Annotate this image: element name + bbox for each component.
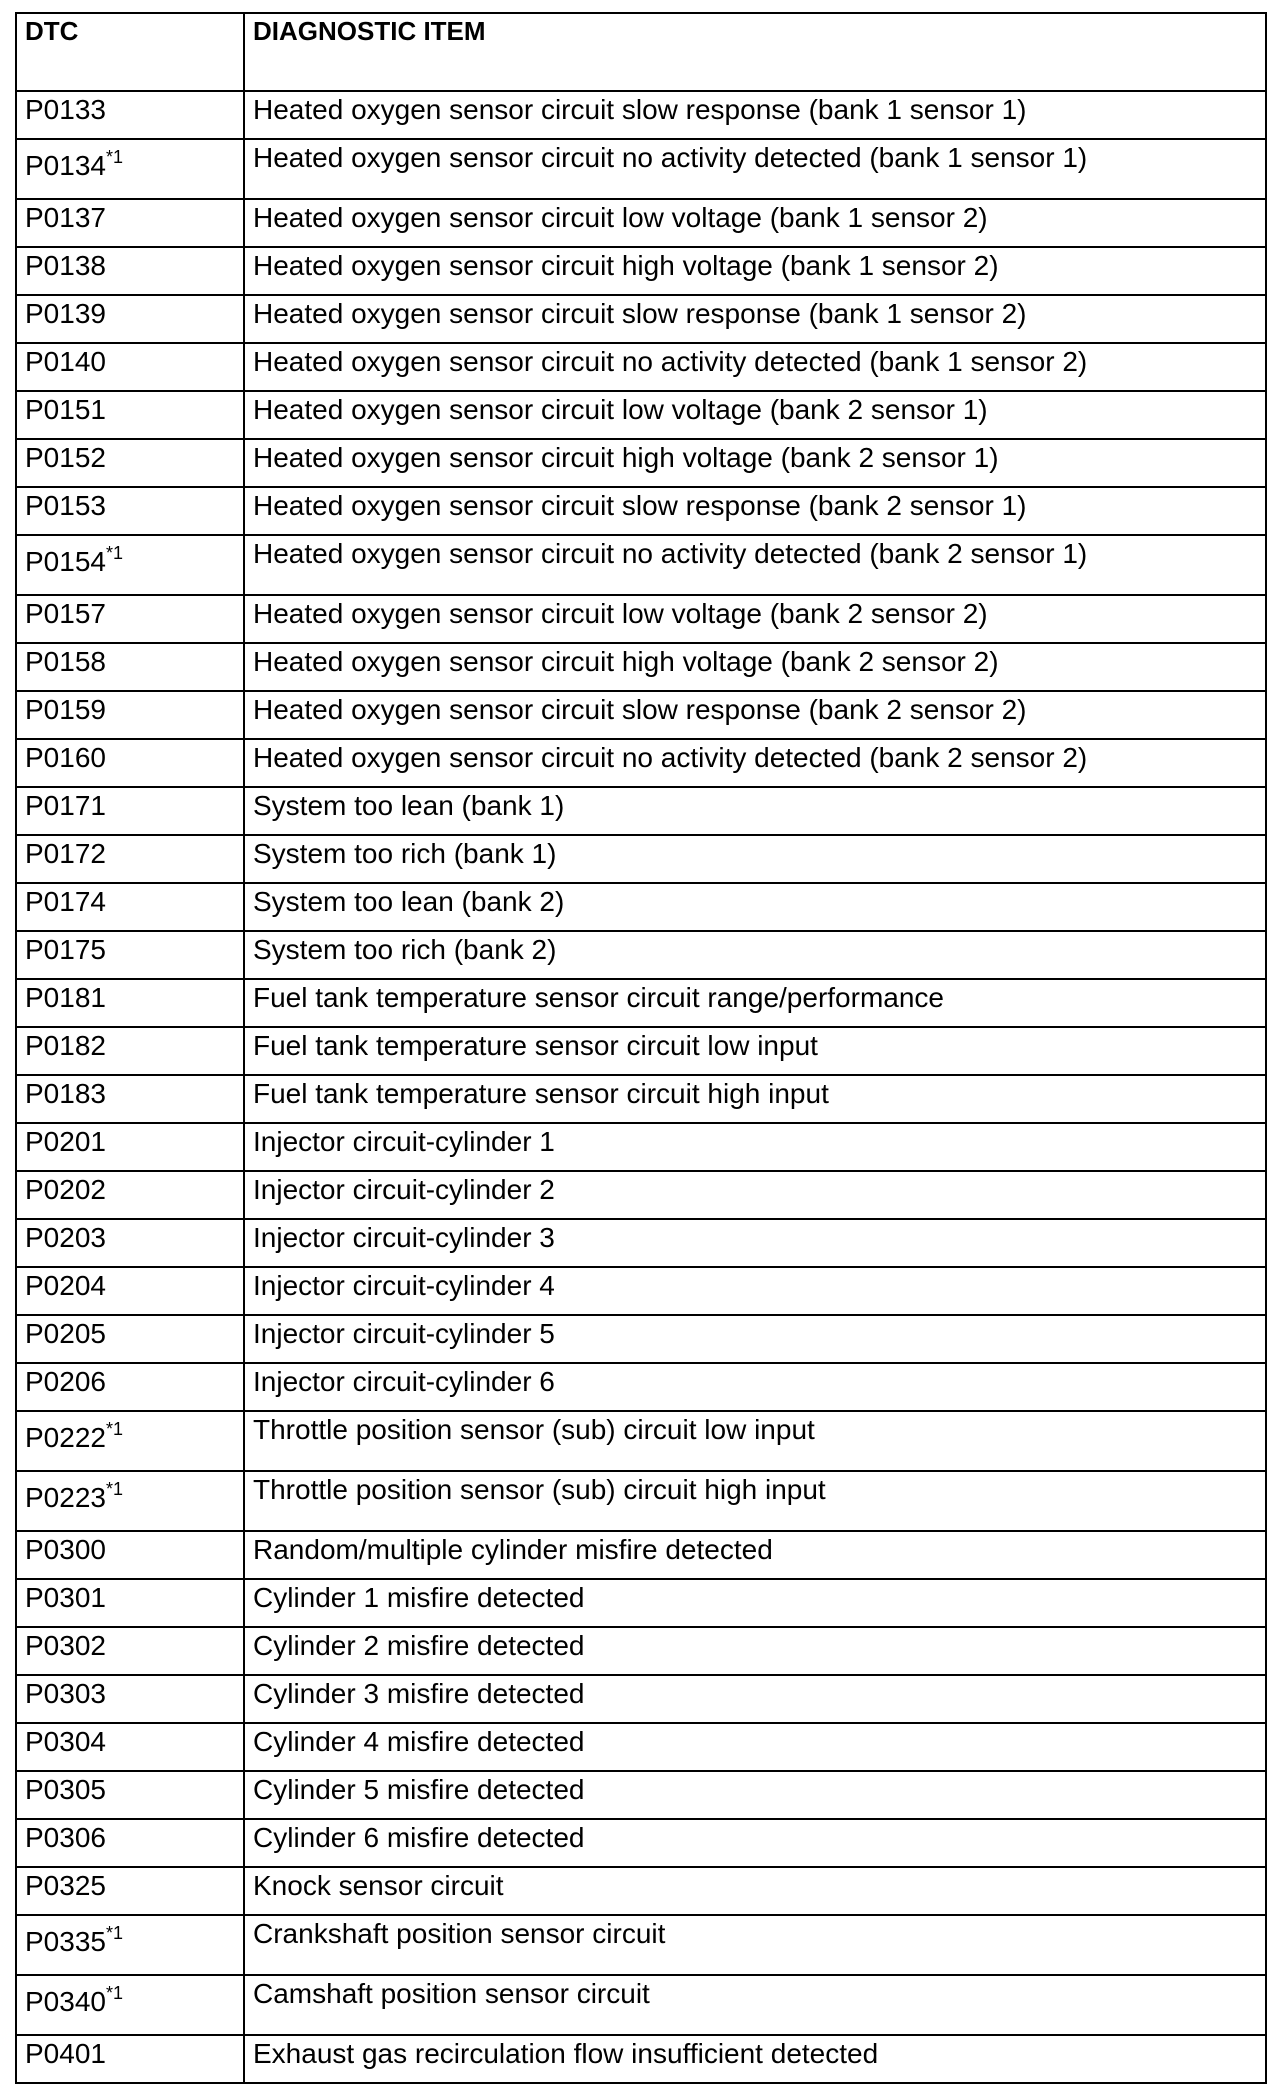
dtc-code: P0133 bbox=[25, 94, 106, 125]
dtc-code: P0325 bbox=[25, 1870, 106, 1901]
dtc-code-cell bbox=[16, 487, 244, 535]
footnote-marker: *1 bbox=[105, 1983, 123, 2003]
dtc-code-cell bbox=[16, 2035, 244, 2083]
diagnostic-item-cell: Injector circuit-cylinder 4 bbox=[244, 1267, 1266, 1315]
table-row bbox=[16, 343, 1266, 391]
diagnostic-item-cell: Heated oxygen sensor circuit no activity detected (bank 2 sensor 2) bbox=[244, 739, 1266, 787]
dtc-code-cell bbox=[16, 1363, 244, 1411]
dtc-code: P0203 bbox=[25, 1222, 106, 1253]
dtc-code-cell bbox=[16, 1267, 244, 1315]
dtc-code: P0304 bbox=[25, 1726, 106, 1757]
dtc-code: P0401 bbox=[25, 2038, 106, 2069]
diagnostic-item-cell: Heated oxygen sensor circuit slow response (bank 1 sensor 1) bbox=[244, 91, 1266, 139]
table-row bbox=[16, 1411, 1266, 1471]
diagnostic-item-cell: Heated oxygen sensor circuit slow response (bank 2 sensor 1) bbox=[244, 487, 1266, 535]
dtc-code-cell bbox=[16, 1579, 244, 1627]
table-row bbox=[16, 247, 1266, 295]
diagnostic-item-cell: Cylinder 6 misfire detected bbox=[244, 1819, 1266, 1867]
table-row bbox=[16, 1123, 1266, 1171]
table-row bbox=[16, 1675, 1266, 1723]
dtc-code-cell bbox=[16, 1219, 244, 1267]
table-row bbox=[16, 931, 1266, 979]
diagnostic-item-cell: System too rich (bank 1) bbox=[244, 835, 1266, 883]
table-row bbox=[16, 1975, 1266, 2035]
diagnostic-item-cell: Heated oxygen sensor circuit high voltage (bank 1 sensor 2) bbox=[244, 247, 1266, 295]
dtc-code-cell bbox=[16, 1627, 244, 1675]
dtc-code-cell bbox=[16, 787, 244, 835]
dtc-code: P0151 bbox=[25, 394, 106, 425]
dtc-code-cell bbox=[16, 1975, 244, 2035]
dtc-code: P0204 bbox=[25, 1270, 106, 1301]
dtc-code: P0202 bbox=[25, 1174, 106, 1205]
table-row bbox=[16, 1723, 1266, 1771]
dtc-code-cell bbox=[16, 439, 244, 487]
dtc-code: P0302 bbox=[25, 1630, 106, 1661]
diagnostic-item-cell: Knock sensor circuit bbox=[244, 1867, 1266, 1915]
table-row bbox=[16, 199, 1266, 247]
diagnostic-item-cell: Heated oxygen sensor circuit high voltage (bank 2 sensor 1) bbox=[244, 439, 1266, 487]
table-row bbox=[16, 91, 1266, 139]
diagnostic-item-cell: Injector circuit-cylinder 5 bbox=[244, 1315, 1266, 1363]
dtc-code: P0160 bbox=[25, 742, 106, 773]
table-row bbox=[16, 787, 1266, 835]
dtc-code-cell bbox=[16, 247, 244, 295]
dtc-code-cell bbox=[16, 1723, 244, 1771]
dtc-code: P0159 bbox=[25, 694, 106, 725]
table-row bbox=[16, 1315, 1266, 1363]
dtc-code-cell bbox=[16, 595, 244, 643]
dtc-code-cell bbox=[16, 1075, 244, 1123]
table-row bbox=[16, 1771, 1266, 1819]
table-row bbox=[16, 1471, 1266, 1531]
dtc-code: P0175 bbox=[25, 934, 106, 965]
dtc-code: P0223 bbox=[25, 1482, 106, 1513]
table-row bbox=[16, 535, 1266, 595]
diagnostic-item-cell: Injector circuit-cylinder 6 bbox=[244, 1363, 1266, 1411]
dtc-code: P0134 bbox=[25, 150, 106, 181]
diagnostic-item-cell: Heated oxygen sensor circuit low voltage (bank 2 sensor 2) bbox=[244, 595, 1266, 643]
dtc-code: P0171 bbox=[25, 790, 106, 821]
dtc-code-cell bbox=[16, 1819, 244, 1867]
dtc-code: P0157 bbox=[25, 598, 106, 629]
diagnostic-item-cell: Throttle position sensor (sub) circuit low input bbox=[244, 1411, 1266, 1471]
table-row bbox=[16, 1267, 1266, 1315]
diagnostic-item-cell: Fuel tank temperature sensor circuit low input bbox=[244, 1027, 1266, 1075]
dtc-code-cell bbox=[16, 391, 244, 439]
table-row bbox=[16, 439, 1266, 487]
dtc-code-cell bbox=[16, 739, 244, 787]
footnote-marker: *1 bbox=[105, 1923, 123, 1943]
table-row bbox=[16, 1627, 1266, 1675]
table-row bbox=[16, 1075, 1266, 1123]
diagnostic-item-cell: Random/multiple cylinder misfire detected bbox=[244, 1531, 1266, 1579]
table-row bbox=[16, 1819, 1266, 1867]
diagnostic-item-cell: Cylinder 1 misfire detected bbox=[244, 1579, 1266, 1627]
dtc-code-cell bbox=[16, 883, 244, 931]
dtc-code-cell bbox=[16, 1771, 244, 1819]
diagnostic-item-cell: Exhaust gas recirculation flow insufficient detected bbox=[244, 2035, 1266, 2083]
dtc-code-cell bbox=[16, 1027, 244, 1075]
table-row bbox=[16, 835, 1266, 883]
table-row bbox=[16, 295, 1266, 343]
dtc-code: P0139 bbox=[25, 298, 106, 329]
dtc-code-cell bbox=[16, 979, 244, 1027]
dtc-code-cell bbox=[16, 1531, 244, 1579]
diagnostic-item-cell: Fuel tank temperature sensor circuit high input bbox=[244, 1075, 1266, 1123]
diagnostic-item-cell: Crankshaft position sensor circuit bbox=[244, 1915, 1266, 1975]
dtc-code: P0222 bbox=[25, 1422, 106, 1453]
dtc-code-cell bbox=[16, 835, 244, 883]
diagnostic-item-cell: Cylinder 4 misfire detected bbox=[244, 1723, 1266, 1771]
table-row bbox=[16, 139, 1266, 199]
diagnostic-item-cell: Heated oxygen sensor circuit no activity detected (bank 1 sensor 1) bbox=[244, 139, 1266, 199]
dtc-code-cell bbox=[16, 295, 244, 343]
dtc-code-cell bbox=[16, 535, 244, 595]
dtc-code-cell bbox=[16, 1411, 244, 1471]
diagnostic-item-cell: Injector circuit-cylinder 1 bbox=[244, 1123, 1266, 1171]
diagnostic-item-cell: System too rich (bank 2) bbox=[244, 931, 1266, 979]
diagnostic-item-cell: Heated oxygen sensor circuit no activity detected (bank 2 sensor 1) bbox=[244, 535, 1266, 595]
table-row bbox=[16, 1027, 1266, 1075]
diagnostic-item-column-header: DIAGNOSTIC ITEM bbox=[244, 13, 1266, 91]
footnote-marker: *1 bbox=[105, 1419, 123, 1439]
table-row bbox=[16, 487, 1266, 535]
dtc-code: P0300 bbox=[25, 1534, 106, 1565]
dtc-code: P0154 bbox=[25, 546, 106, 577]
table-row bbox=[16, 595, 1266, 643]
dtc-code-cell bbox=[16, 343, 244, 391]
dtc-code: P0201 bbox=[25, 1126, 106, 1157]
dtc-code: P0340 bbox=[25, 1986, 106, 2017]
footnote-marker: *1 bbox=[105, 543, 123, 563]
table-row bbox=[16, 1171, 1266, 1219]
diagnostic-item-cell: Throttle position sensor (sub) circuit high input bbox=[244, 1471, 1266, 1531]
table-row bbox=[16, 643, 1266, 691]
dtc-code: P0181 bbox=[25, 982, 106, 1013]
dtc-code-cell bbox=[16, 139, 244, 199]
dtc-code: P0182 bbox=[25, 1030, 106, 1061]
table-row bbox=[16, 391, 1266, 439]
dtc-code: P0335 bbox=[25, 1926, 106, 1957]
dtc-code: P0172 bbox=[25, 838, 106, 869]
table-row bbox=[16, 1915, 1266, 1975]
dtc-code-cell bbox=[16, 1675, 244, 1723]
dtc-code-cell bbox=[16, 1471, 244, 1531]
diagnostic-item-cell: Injector circuit-cylinder 2 bbox=[244, 1171, 1266, 1219]
dtc-code-cell bbox=[16, 199, 244, 247]
diagnostic-item-cell: Cylinder 3 misfire detected bbox=[244, 1675, 1266, 1723]
dtc-code-cell bbox=[16, 1867, 244, 1915]
diagnostic-item-cell: Heated oxygen sensor circuit low voltage (bank 1 sensor 2) bbox=[244, 199, 1266, 247]
dtc-code-cell bbox=[16, 931, 244, 979]
diagnostic-item-cell: Camshaft position sensor circuit bbox=[244, 1975, 1266, 2035]
table-row bbox=[16, 979, 1266, 1027]
dtc-code-cell bbox=[16, 1123, 244, 1171]
footnote-marker: *1 bbox=[105, 1479, 123, 1499]
dtc-code: P0158 bbox=[25, 646, 106, 677]
diagnostic-item-cell: Heated oxygen sensor circuit slow response (bank 2 sensor 2) bbox=[244, 691, 1266, 739]
dtc-code: P0183 bbox=[25, 1078, 106, 1109]
diagnostic-item-cell: Heated oxygen sensor circuit slow response (bank 1 sensor 2) bbox=[244, 295, 1266, 343]
diagnostic-item-cell: Heated oxygen sensor circuit low voltage (bank 2 sensor 1) bbox=[244, 391, 1266, 439]
dtc-code-cell bbox=[16, 1915, 244, 1975]
dtc-code: P0306 bbox=[25, 1822, 106, 1853]
dtc-code-cell bbox=[16, 1171, 244, 1219]
diagnostic-item-cell: Heated oxygen sensor circuit no activity detected (bank 1 sensor 2) bbox=[244, 343, 1266, 391]
dtc-column-header: DTC bbox=[16, 13, 244, 91]
footnote-marker: *1 bbox=[105, 147, 123, 167]
dtc-code: P0174 bbox=[25, 886, 106, 917]
diagnostic-item-cell: System too lean (bank 2) bbox=[244, 883, 1266, 931]
dtc-code: P0301 bbox=[25, 1582, 106, 1613]
dtc-code: P0137 bbox=[25, 202, 106, 233]
dtc-code: P0205 bbox=[25, 1318, 106, 1349]
diagnostic-item-cell: Heated oxygen sensor circuit high voltage (bank 2 sensor 2) bbox=[244, 643, 1266, 691]
dtc-code: P0152 bbox=[25, 442, 106, 473]
dtc-code: P0303 bbox=[25, 1678, 106, 1709]
dtc-code: P0305 bbox=[25, 1774, 106, 1805]
diagnostic-item-cell: Injector circuit-cylinder 3 bbox=[244, 1219, 1266, 1267]
dtc-table bbox=[15, 12, 1267, 2084]
table-row bbox=[16, 883, 1266, 931]
diagnostic-item-cell: Fuel tank temperature sensor circuit range/performance bbox=[244, 979, 1266, 1027]
diagnostic-item-cell: Cylinder 2 misfire detected bbox=[244, 1627, 1266, 1675]
table-row bbox=[16, 1363, 1266, 1411]
header-row bbox=[16, 13, 1266, 91]
table-row bbox=[16, 1219, 1266, 1267]
dtc-code: P0153 bbox=[25, 490, 106, 521]
table-row bbox=[16, 691, 1266, 739]
dtc-code: P0206 bbox=[25, 1366, 106, 1397]
table-row bbox=[16, 1867, 1266, 1915]
dtc-code: P0138 bbox=[25, 250, 106, 281]
dtc-code-cell bbox=[16, 91, 244, 139]
dtc-code-cell bbox=[16, 691, 244, 739]
dtc-code: P0140 bbox=[25, 346, 106, 377]
diagnostic-item-cell: System too lean (bank 1) bbox=[244, 787, 1266, 835]
diagnostic-item-cell: Cylinder 5 misfire detected bbox=[244, 1771, 1266, 1819]
table-row bbox=[16, 739, 1266, 787]
table-row bbox=[16, 1579, 1266, 1627]
dtc-code-cell bbox=[16, 643, 244, 691]
table-row bbox=[16, 2035, 1266, 2083]
dtc-code-cell bbox=[16, 1315, 244, 1363]
table-row bbox=[16, 1531, 1266, 1579]
